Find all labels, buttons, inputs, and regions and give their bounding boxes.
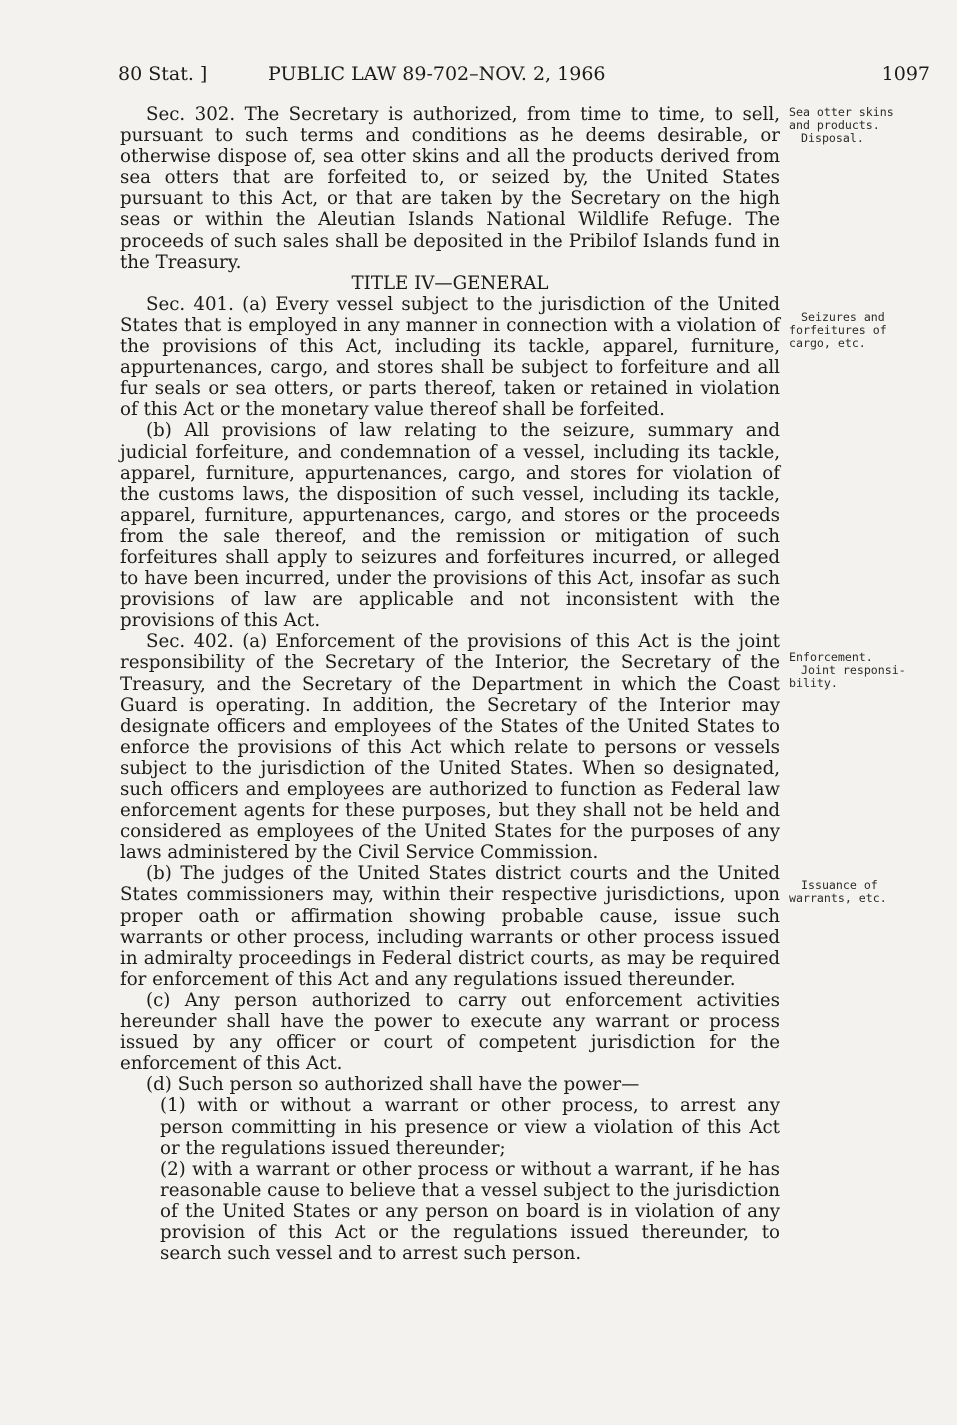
main-text [120,104,780,1264]
section-402-d-2: (2) with a warrant or other process or without a warrant, if he has reasonable cause to believe that a vessel subject to the jurisdiction of the United States or any person on board is in violation of any provision of this Act or the regulations issued thereunder, to search such vessel and to arrest such person. [160,1158,780,1265]
margin-note-line: cargo, etc. [789,336,866,350]
margin-note-line: Disposal. [801,131,864,145]
section-401-b: (b) All provisions of law relating to the seizure, summary and judicial forfeiture, and condemnation of a vessel, including its tackle, apparel, furniture, appurtenances, cargo, and stores for violation of the customs laws, the disposition of such vessel, including its tackle, apparel, furniture, appurtenances, cargo, and stores or the proceeds from the sale thereof, and the remission or mitigation of such forfeitures shall apply to seizures and forfeitures incurred, or alleged to have been incurred, under the provisions of this Act, insofar as such provisions of law are applicable and not inconsistent with the provisions of this Act. [120,420,780,632]
section-402-d: (d) Such person so authorized shall have the power— [146,1074,640,1096]
margin-note-sea-otter [789,106,919,145]
page-header [118,62,930,86]
title-iv-heading: TITLE IV—GENERAL [351,272,549,294]
margin-note-line: warrants, etc. [789,891,887,905]
section-402-c: (c) Any person authorized to carry out enforcement activities hereunder shall have the power to execute any warrant or process issued by any officer or court of competent jurisdiction for the enforcement of this Act. [120,989,780,1075]
margin-note-line: forfeitures of [789,323,887,337]
section-401-a: Sec. 401. (a) Every vessel subject to the jurisdiction of the United States that is employed in any manner in connection with a violation of the provisions of this Act, including its tackle, apparel, furniture, appurtenances, cargo, and stores shall be subject to forfeiture and all fur seals or sea otters, or parts thereof, taken or retained in violation of this Act or the monetary value thereof shall be forfeited. [120,293,780,421]
section-402-b: (b) The judges of the United States district courts and the United States commissioners may, within their respective jurisdictions, upon proper oath or affirmation showing probable cause, issue such warrants or other process, including warrants or other process issued in admiralty proceedings in Federal district courts, as may be required for enforcement of this Act and any regulations issued thereunder. [120,863,780,990]
section-402-d-1: (1) with or without a warrant or other process, to arrest any person committing in his presence or view a violation of this Act or the regulations issued thereunder; [160,1095,780,1159]
margin-note-line: Enforcement. [789,650,873,664]
page-number: 1097 [881,63,930,85]
margin-note-warrants [789,879,919,905]
margin-note-line: Sea otter skins [789,105,894,119]
margin-note-line: and products. [789,118,880,132]
statute-reference: 80 Stat. ] [118,63,208,85]
margin-note-line: Seizures and [801,310,885,324]
section-402-a: Sec. 402. (a) Enforcement of the provisions of this Act is the joint responsibility of the Secretary of the Interior, the Secretary of the Treasury, and the Secretary of the Department in which the Coast Guard is operating. In addition, the Secretary of the Interior may designate officers and employees of the States of the United States to enforce the provisions of this Act which relate to persons or vessels subject to the jurisdiction of the United States. When so designated, such officers and employees are authorized to function as Federal law enforcement agents for these purposes, but they shall not be held and considered as employees of the United States for the purposes of any laws administered by the Civil Service Commission. [120,631,780,864]
running-title: PUBLIC LAW 89-702–NOV. 2, 1966 [268,63,606,85]
section-302: Sec. 302. The Secretary is authorized, from time to time, to sell, pursuant to such terms and conditions as he deems desirable, or otherwise dispose of, sea otter skins and all the products derived from sea otters that are forfeited to, or seized by, the United States pursuant to this Act, or that are taken by the Secretary on the high seas or within the Aleutian Islands National Wildlife Refuge. The proceeds of such sales shall be deposited in the Pribilof Islands fund in the Treasury. [120,104,780,273]
margin-note-seizures [789,311,919,350]
margin-note-line: bility. [789,676,838,690]
margin-note-line: Joint responsi- [801,663,906,677]
margin-note-enforcement [789,651,919,690]
margin-note-line: Issuance of [801,878,878,892]
